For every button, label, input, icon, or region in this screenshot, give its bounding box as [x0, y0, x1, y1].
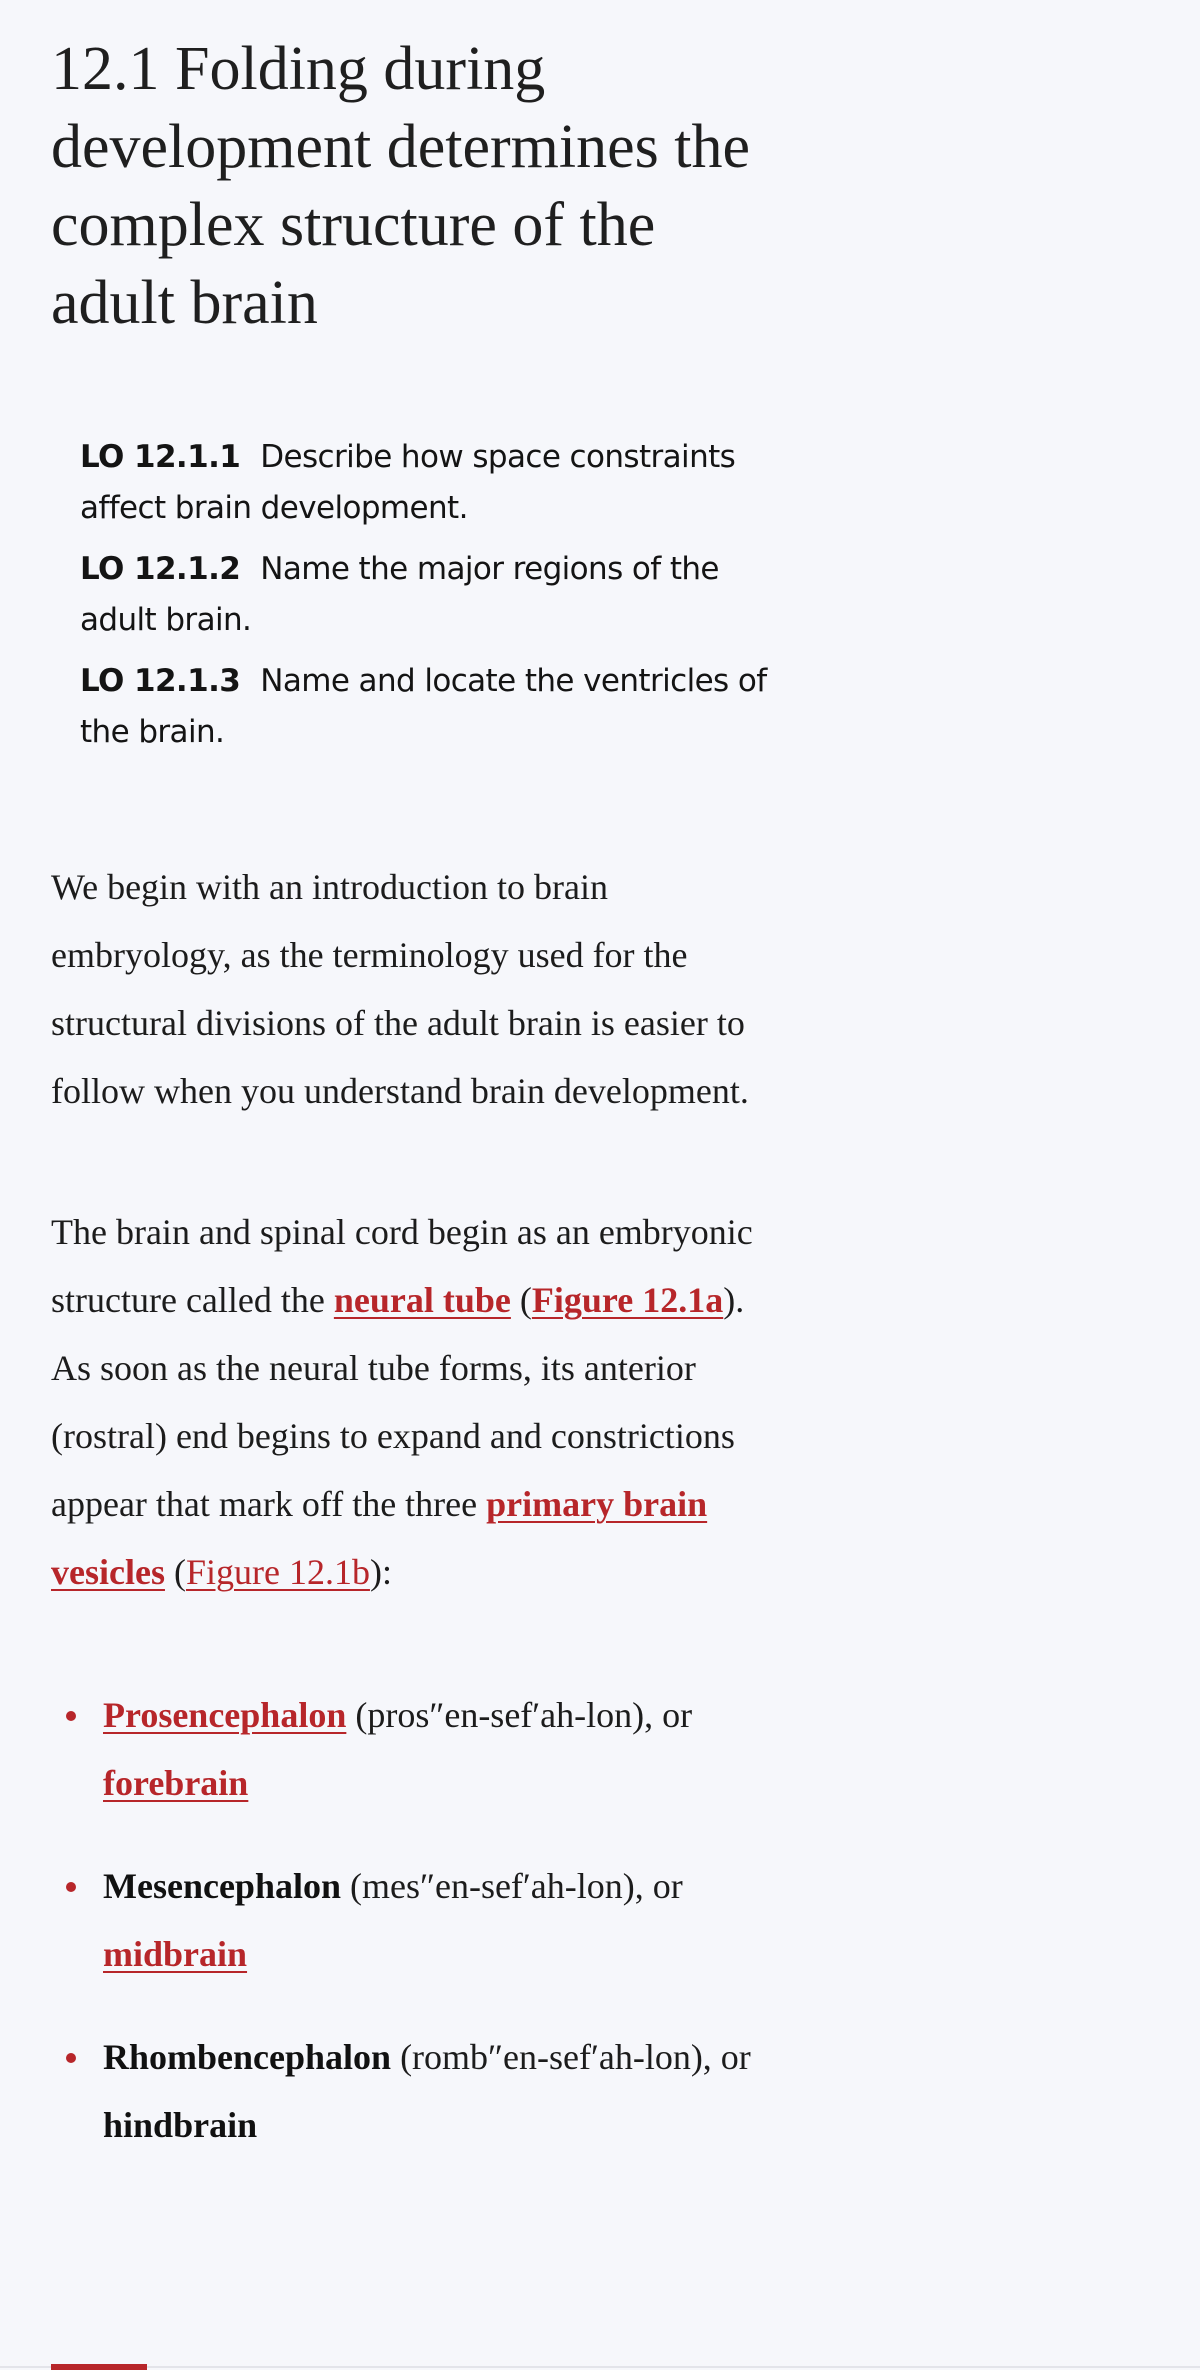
- figure-12-1a-link[interactable]: Figure 12.1a: [531, 1280, 724, 1320]
- pronunciation: (pros″en-sef′ah-lon), or: [346, 1695, 693, 1735]
- prosencephalon-link[interactable]: Prosencephalon: [103, 1695, 347, 1735]
- paragraph-text: (: [510, 1280, 532, 1320]
- objective-text: Name the major regions of the adult brain.: [80, 551, 719, 638]
- learning-objectives: [51, 432, 780, 758]
- forebrain-link[interactable]: forebrain: [103, 1763, 249, 1803]
- pronunciation: (mes″en-sef′ah-lon), or: [341, 1866, 683, 1906]
- paragraph-text: The brain and spinal cord begin as an embryonic structure called the: [51, 1212, 753, 1320]
- objective-text: Name and locate the ventricles of the brain.: [80, 663, 767, 750]
- midbrain-link[interactable]: midbrain: [103, 1934, 248, 1974]
- learning-objective: [80, 432, 780, 534]
- figure-12-1b-link[interactable]: Figure 12.1b: [185, 1552, 370, 1592]
- objective-number: LO 12.1.1: [80, 439, 241, 475]
- list-item: [51, 2023, 791, 2159]
- section-title: 12.1 Folding during development determines the complex structure of the adult brain: [51, 35, 750, 337]
- bullet-icon: [66, 1711, 76, 1721]
- paragraph-text: (: [164, 1552, 186, 1592]
- intro-paragraph: We begin with an introduction to brain embryology, as the terminology used for the structural divisions of the adult brain is easier to follow when you understand brain development.: [51, 867, 749, 1111]
- page-content: [51, 0, 791, 2194]
- objective-text: Describe how space constraints affect brain development.: [80, 439, 736, 526]
- brain-vesicles-list: [51, 1681, 791, 2159]
- neural-tube-link[interactable]: neural tube: [333, 1280, 511, 1320]
- pronunciation: (romb″en-sef′ah-lon), or: [391, 2037, 751, 2077]
- list-item: [51, 1852, 791, 1988]
- neural-tube-paragraph: [51, 1198, 791, 1606]
- mesencephalon-term: Mesencephalon: [103, 1866, 341, 1906]
- rhombencephalon-term: Rhombencephalon: [103, 2037, 392, 2077]
- objective-number: LO 12.1.3: [80, 663, 241, 699]
- primary-brain-vesicles-link[interactable]: primary brain vesicles: [51, 1484, 708, 1592]
- hindbrain-term: hindbrain: [103, 2105, 258, 2145]
- learning-objective: [80, 544, 780, 646]
- list-item: [51, 1681, 791, 1817]
- paragraph-text: ):: [369, 1552, 392, 1592]
- bullet-icon: [66, 1882, 76, 1892]
- learning-objective: [80, 656, 780, 758]
- bottom-divider: [0, 2366, 1200, 2368]
- paragraph-text: ). As soon as the neural tube forms, its anterior (rostral) end begins to expand and constrictions appear that mark off the three: [51, 1280, 745, 1524]
- bullet-icon: [66, 2053, 76, 2063]
- objective-number: LO 12.1.2: [80, 551, 241, 587]
- progress-indicator: [51, 2364, 147, 2370]
